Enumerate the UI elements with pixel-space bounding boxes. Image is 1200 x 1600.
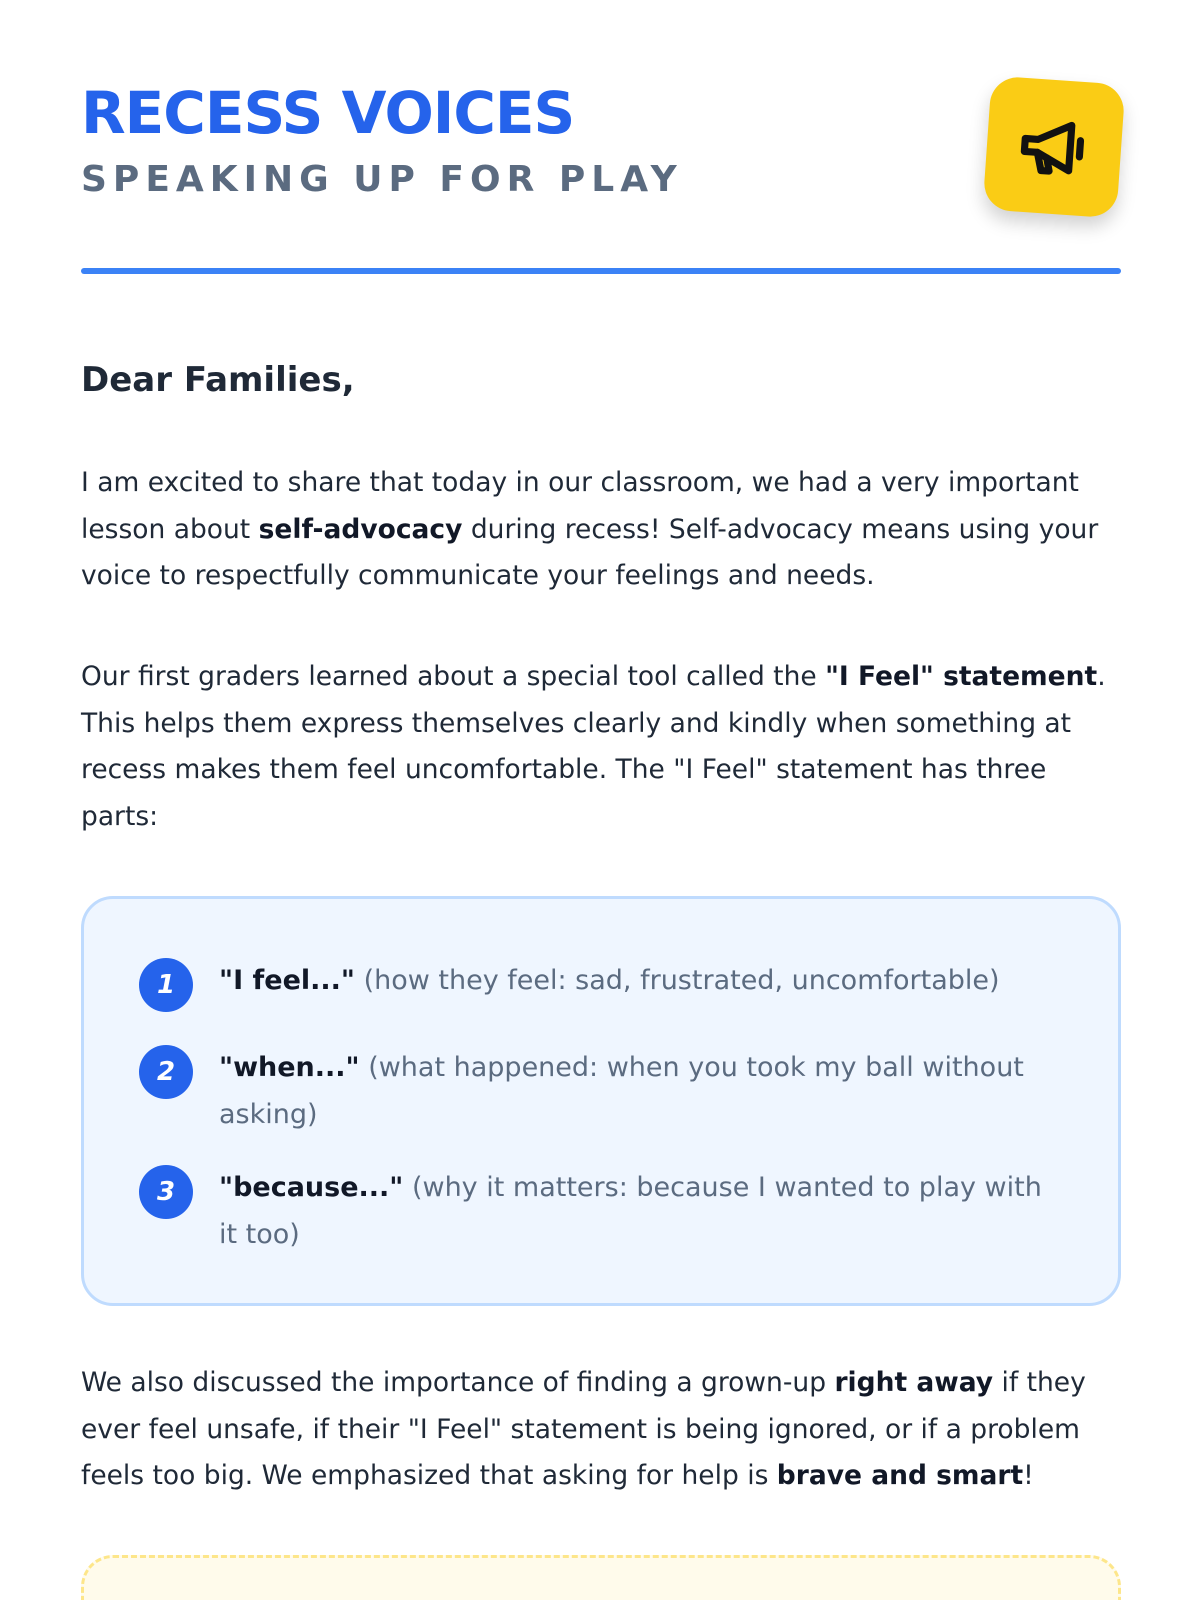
intro-paragraph: [81, 460, 1121, 600]
step-detail: (why it matters: because I wanted to play with it too): [219, 1172, 1042, 1250]
grown-up-emphasis-2: brave and smart: [776, 1460, 1024, 1491]
step-number-badge: 1: [139, 958, 193, 1012]
intro-text-c: during recess! Self-advocacy means using your voice to respectfully communicate your feelings and needs.: [81, 513, 1099, 591]
step-text: [219, 1045, 1049, 1138]
step-text: [219, 1165, 1049, 1258]
i-feel-text-a: Our first graders learned about a special tool called the: [81, 661, 826, 692]
i-feel-text-c: . This helps them express themselves clearly and kindly when something at recess makes them feel uncomfortable. The "I Feel" statement has three parts:: [81, 661, 1106, 832]
step-number-badge: 3: [139, 1165, 193, 1219]
step-lead: "I feel...": [219, 965, 355, 996]
i-feel-emphasis: "I Feel" statement: [825, 661, 1098, 692]
step-number-badge: 2: [139, 1045, 193, 1099]
intro-emphasis: self-advocacy: [258, 513, 463, 545]
grown-up-emphasis-1: right away: [834, 1367, 994, 1398]
i-feel-paragraph: [81, 654, 1121, 840]
grown-up-paragraph: [81, 1360, 1121, 1500]
step-text: [219, 958, 1049, 1005]
step-lead: "because...": [219, 1172, 404, 1203]
megaphone-icon: [1012, 105, 1095, 188]
masthead: [81, 78, 1121, 273]
intro-text-a: I am excited to share that today in our classroom, we had a very important lesson about: [81, 467, 1079, 545]
logo-badge: [982, 75, 1125, 218]
steps-card: [81, 896, 1121, 1306]
newsletter-subtitle: SPEAKING UP FOR PLAY: [81, 159, 683, 200]
letter-greeting: Dear Families,: [81, 360, 355, 400]
tip-box: [81, 1555, 1121, 1600]
grown-up-text-c: if they ever feel unsafe, if their "I Feel" statement is being ignored, or if a problem feels too big. We emphasized that asking for help is: [81, 1367, 1086, 1491]
grown-up-text-e: !: [1023, 1460, 1034, 1491]
step-detail: (what happened: when you took my ball without asking): [219, 1052, 1024, 1130]
step-detail: (how they feel: sad, frustrated, uncomfortable): [354, 965, 1000, 996]
header-divider: [81, 268, 1121, 274]
grown-up-text-a: We also discussed the importance of finding a grown-up: [81, 1367, 835, 1398]
step-lead: "when...": [219, 1052, 360, 1083]
newsletter-title: RECESS VOICES: [81, 79, 575, 147]
